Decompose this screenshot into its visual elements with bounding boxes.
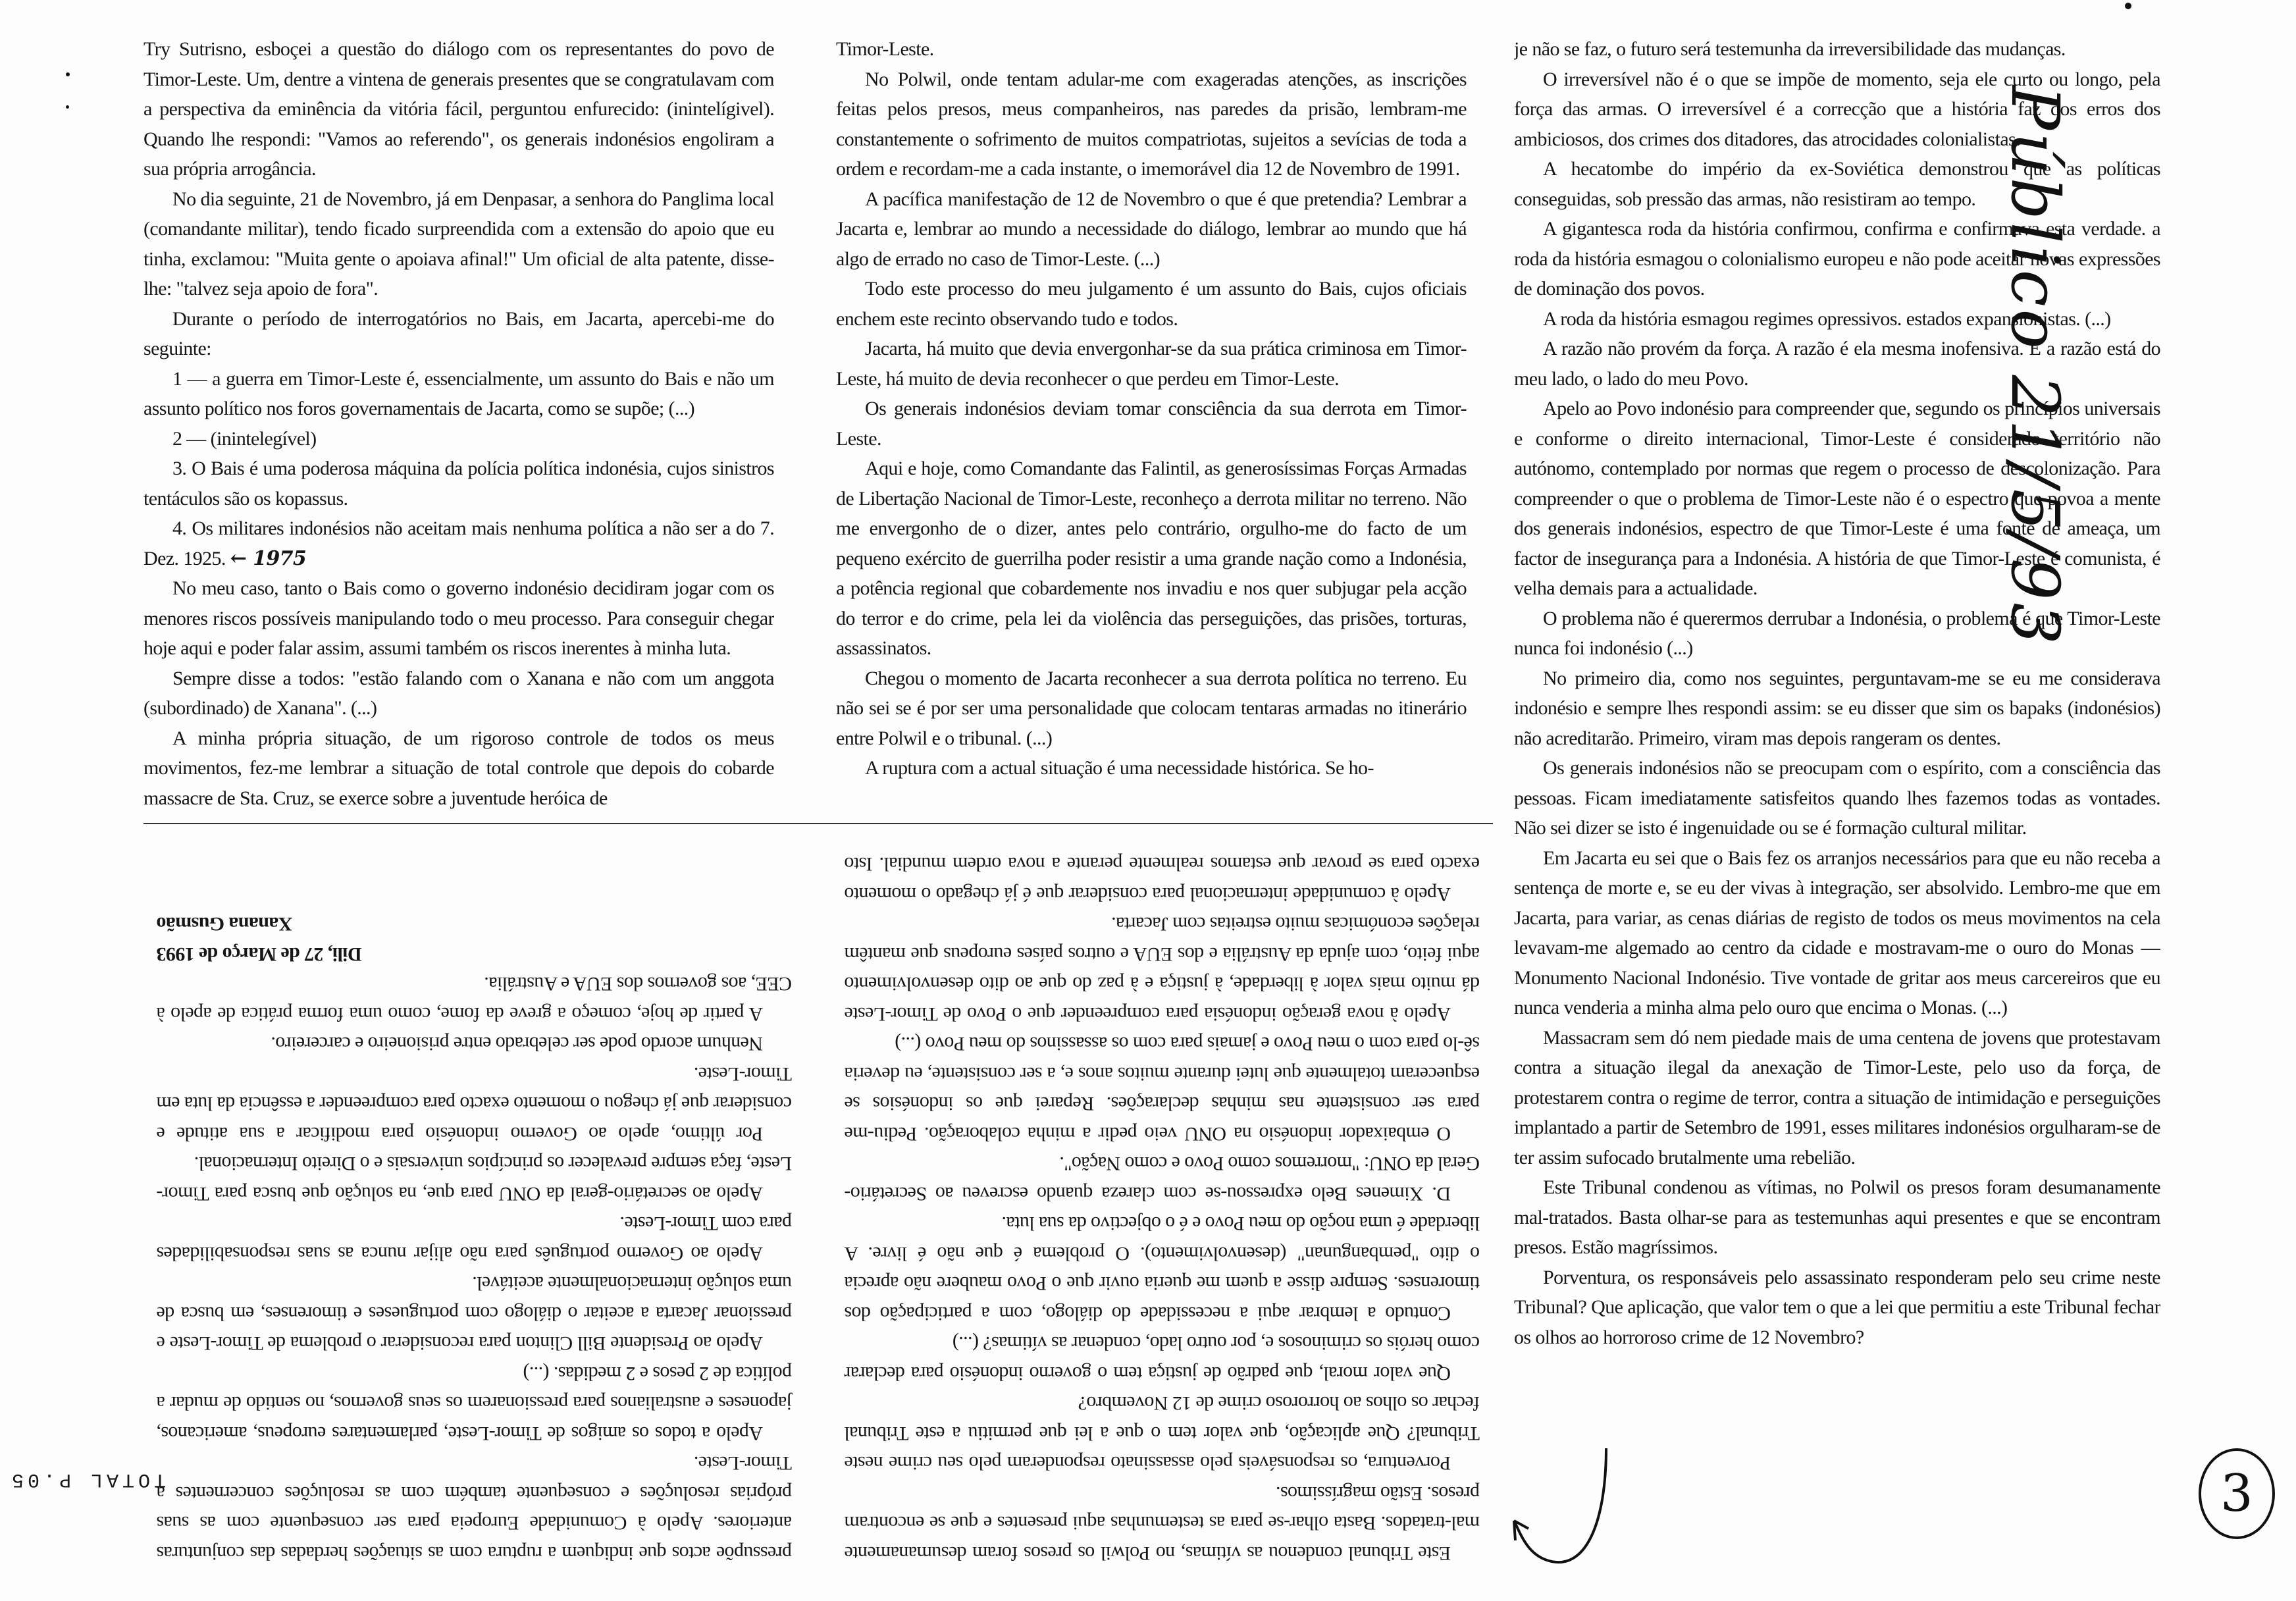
paragraph: Apelo ao secretário-geral da ONU para que, na solução que busca para Timor-Leste, faça sempre prevalecer os princípios universais e o Direito Internacional. (157, 1153, 792, 1205)
circled-page-number: 3 (2199, 1448, 2275, 1539)
paragraph: Este Tribunal condenou as vítimas, no Polwil os presos foram desumanamente mal-tratados. Basta olhar-se para as testemunhas aqui presentes e que se encontram presos. Estão magríssimos. (845, 1483, 1480, 1564)
paragraph: A minha própria situação, de um rigoroso controle de todos os meus movimentos, fez-me lembrar a situação de total controle que depois do cobarde massacre de Sta. Cruz, se exerce sobre a juventude heróica de (144, 727, 774, 809)
paragraph: Jacarta, há muito que devia envergonhar-se da sua prática criminosa em Timor-Leste, há muito de devia reconhecer o que perdeu em Timor-Leste. (836, 338, 1467, 390)
paragraph: No dia seguinte, 21 de Novembro, já em Denpasar, a senhora do Panglima local (comandante militar), tendo ficado surpreendida com a extensão do apoio que eu tinha, exclamou: "Muita gente o apoiava afinal!" Um oficial de alta patente, disse-lhe: "talvez seja apoio de fora". (144, 188, 774, 300)
paragraph: Massacram sem dó nem piedade mais de uma centena de jovens que protestavam contra a situação ilegal da anexação de Timor-Leste, pelo uso da força, de protestarem contra o regime de terror, contra a situação de intimidação e perseguições implantado a partir de Setembro de 1991, esses militares indonésios orgulharam-se de ter assim sufocado brutalmente uma rebelião. (1514, 1026, 2160, 1168)
paragraph-text: 4. Os militares indonésios não aceitam mais nenhuma política a não ser a do 7. Dez. 1925. (144, 517, 774, 569)
scan-speck (66, 72, 70, 76)
paragraph: 3. O Bais é uma poderosa máquina da polícia política indonésia, cujos sinistros tentáculos são os kopassus. (144, 458, 774, 510)
inverted-text-block (144, 831, 1493, 1568)
paragraph: Apelo à nova geração indonésia para compreender que o Povo de Timor-Leste dá muito mais valor à liberdade, à justiça e à paz do que ao dito desenvolvimento aqui feito, com ajuda da Austrália e dos EUA e outros países europeus que mantêm relações económicas muito estreitas com Jacarta. (845, 913, 1480, 1025)
paragraph: Try Sutrisno, esboçei a questão do diálogo com os representantes do povo de Timor-Leste. Um, dentre a vintena de generais presentes que se congratulavam com a perspectiva da eminência da vitória fácil, perguntou enfurecido: (inintelígivel). Quando lhe respondi: "Vamos ao referendo", os generais indonésios engoliram a sua própria arrogância. (144, 38, 774, 180)
paragraph: Apelo ao Povo indonésio para compreender que, segundo os princípios universais e conforme o direito internacional, Timor-Leste é considerado território não autónomo, contemplado por normas que regem o processo de descolonização. Para compreender o que o problema de Timor-Leste não é o espectro que povoa a mente dos generais indonésios, espectro de que Timor-Leste é uma fonte de ameaça, um factor de insegurança para a Indonésia. A história de que Timor-Leste é comunista, é velha demais para a actualidade. (1514, 398, 2160, 599)
paragraph: O problema não é querermos derrubar a Indonésia, o problema é que Timor-Leste nunca foi indonésio (...) (1514, 607, 2160, 659)
paragraph: Este Tribunal condenou as vítimas, no Polwil os presos foram desumanamente mal-tratados. Basta olhar-se para as testemunhas aqui presentes e que se encontram presos. Estão magríssimos. (1514, 1176, 2160, 1258)
paragraph: A pacífica manifestação de 12 de Novembro o que é que pretendia? Lembrar a Jacarta e, lembrar ao mundo a necessidade do diálogo, lembrar ao mundo que há algo de errado no caso de Timor-Leste. (...) (836, 188, 1467, 270)
paragraph: A gigantesca roda da história confirmou, confirma e confirmava esta verdade. a roda da história esmagou o colonialismo europeu e não pode aceitar novas expressões de dominação dos povos. (1514, 218, 2160, 300)
paragraph: No Polwil, onde tentam adular-me com exageradas atenções, as inscrições feitas pelos presos, meus companheiros, nas paredes da prisão, lembram-me constantemente o sofrimento de muitos compatriotas, sujeitos a sevícias de toda a ordem e recordam-me a cada instante, o imemorável dia 12 de Novembro de 1991. (836, 68, 1467, 180)
paragraph: Por último, apelo ao Governo indonésio para modificar a sua atitude e considerar que já chegou o momento exacto para compreender a essência da luta em Timor-Leste. (157, 1063, 792, 1145)
signature-name: Xanana Gusmão (157, 913, 293, 935)
handwritten-year-correction: ← 1975 (230, 546, 307, 570)
handwritten-date-annotation: Público 21/5/93 (1996, 86, 2074, 648)
paragraph: je não se faz, o futuro será testemunha da irreversibilidade das mudanças. (1514, 38, 2066, 60)
paragraph: No primeiro dia, como nos seguintes, perguntavam-me se eu me considerava indonésio e sempre lhes respondi assim: se eu disser que sim os bapaks (indonésios) não acreditarão. Primeiro, viram mas depois rangeram os dentes. (1514, 667, 2160, 749)
paragraph: Em Jacarta eu sei que o Bais fez os arranjos necessários para que eu não receba a sentença de morte e, se eu der vivas à integração, ser absolvido. Lembro-me que em Jacarta, para variar, as cenas diárias de registo de todos os meus movimentos na cela levavam-me algemado ao centro da cidade e mostravam-me o ouro do Monas — Monumento Nacional Indonésio. Tive vontade de gritar aos meus carcereiros que eu nunca venderia a minha alma pelo ouro que encima o Monas. (...) (1514, 847, 2160, 1018)
paragraph: Apelo ao Governo português para não alijar nunca as suas responsabilidades para com Timor-Leste. (157, 1213, 792, 1265)
handwritten-arrow-icon (1507, 1442, 1613, 1593)
paragraph: A hecatombe do império da ex-Soviética demonstrou que as políticas conseguidas, sob pressão das armas, não resistiram ao tempo. (1514, 158, 2160, 210)
paragraph: A roda da história esmagou regimes opressivos. estados expansionistas. (...) (1543, 307, 2111, 330)
paragraph: O irreversível não é o que se impõe de momento, seja ele curto ou longo, pela força das armas. O irreversível é a correcção que a história faz dos erros dos ambiciosos, dos crimes dos ditadores, das atrocidades colonialistas. (1514, 68, 2160, 150)
paragraph: Sempre disse a todos: "estão falando com o Xanana e não com um anggota (subordinado) de Xanana". (...) (144, 667, 774, 719)
paragraph: D. Ximenes Belo expressou-se com clareza quando escreveu ao Secretário-Geral da ONU: "morremos como Povo e como Nação". (845, 1153, 1480, 1205)
paragraph: Todo este processo do meu julgamento é um assunto do Bais, cujos oficiais enchem este recinto observando tudo e todos. (836, 278, 1467, 330)
paragraph: Os generais indonésios deviam tomar consciência da sua derrota em Timor-Leste. (836, 398, 1467, 450)
signature-place-date: Dili, 27 de Março de 1993 (157, 943, 362, 965)
paragraph: Apelo a todos os amigos de Timor-Leste, parlamentares europeus, americanos, japoneses e australianos para pressionarem os seus governos, no sentido de mudar a política de 2 pesos e 2 medidas. (...) (157, 1363, 792, 1444)
paragraph: No meu caso, tanto o Bais como o governo indonésio decidiram jogar com os menores riscos possíveis manipulando todo o meu processo. Para conseguir chegar hoje aqui e poder falar assim, assumi também os riscos inerentes à minha luta. (144, 577, 774, 659)
inverted-text-columns (144, 831, 1493, 1568)
article-column-2 (836, 34, 1467, 810)
paragraph: Chegou o momento de Jacarta reconhecer a sua derrota política no terreno. Eu não sei se é por ser uma personalidade que colocam tentaras armadas no itinerário entre Polwil e o tribunal. (...) (836, 667, 1467, 749)
paragraph: A razão não provém da força. A razão é ela mesma inofensiva. E a razão está do meu lado, o lado do meu Povo. (1514, 338, 2160, 390)
paragraph: Apelo ao Presidente Bill Clinton para reconsiderar o problema de Timor-Leste e pressionar Jacarta a aceitar o diálogo com portugueses e timorenses, em busca de uma solução internacionalmente aceitável. (157, 1273, 792, 1355)
article-column-1 (144, 34, 774, 810)
paragraph: Porventura, os responsáveis pelo assassinato responderam pelo seu crime neste Tribunal? Que aplicação, que valor tem o que a lei que permitiu a este Tribunal fechar os olhos ao horroroso crime de 12 Novembro? (1514, 1266, 2160, 1348)
paragraph: Durante o período de interrogatórios no Bais, em Jacarta, apercebi-me do seguinte: (144, 307, 774, 359)
paragraph-with-correction (144, 513, 774, 573)
paragraph: Porventura, os responsáveis pelo assassinato responderam pelo seu crime neste Tribunal? Que aplicação, que valor tem o que a lei que permitiu a este Tribunal fechar os olhos ao horroroso crime de 12 Novembro? (845, 1392, 1480, 1475)
paragraph: Contudo a lembrar aqui a necessidade do diálogo, com a participação dos timorenses. Sempre disse a quem me queria ouvir que o Povo maubere não aprecia o dito "pembangunan" (desenvolvimento). O problema é que não é livre. A liberdade é uma noção do meu Povo e é o objectivo da sua luta. (845, 1213, 1480, 1325)
paragraph: Que valor moral, que padrão de justiça tem o governo indonésio para declarar como heróis os criminosos e, por outro lado, condenar as vítimas? (...) (845, 1332, 1480, 1384)
paragraph: Timor-Leste. (836, 38, 934, 60)
paragraph: O embaixador indonésio na ONU veio pedir a minha colaboração. Pediu-me para ser consistente nas minhas declarações. Reparei que os indonésios se esqueceram totalmente que lutei durante muitos anos e, a ser consistente, eu deveria sê-lo para com o meu Povo e jamais para com os assassinos do meu Povo (...) (845, 1033, 1480, 1145)
section-divider (144, 823, 1493, 824)
paragraph: A partir de hoje, começo a greve da fome, como uma forma prática de apelo à CEE, aos governos dos EUA e Austrália. (157, 973, 792, 1025)
fax-page-footer: TOTAL P.05 (8, 1468, 167, 1490)
scan-speck (2125, 3, 2131, 9)
scan-speck (66, 105, 69, 109)
paragraph: 2 — (inintelegível) (172, 427, 317, 450)
paragraph: Os generais indonésios não se preocupam com o espírito, com a consciência das pessoas. Ficam imediatamente satisfeitos quando lhes fazemos todas as vontades. Não sei dizer se isto é ingenuidade ou se é formação cultural militar. (1514, 757, 2160, 839)
paragraph: Aqui e hoje, como Comandante das Falintil, as generosíssimas Forças Armadas de Libertação Nacional de Timor-Leste, reconheço a derrota militar no terreno. Não me envergonho de o dizer, antes pelo contrário, orgulho-me do facto de um pequeno exército de guerrilha poder resistir a uma grande nação como a Indonésia, a potência regional que cobardemente nos invadiu e nos quer subjugar pela acção do terror e do crime, pela lei da violência das perseguições, das prisões, torturas, assassinatos. (836, 458, 1467, 659)
paragraph: Apelo à comunidade internacional para considerar que é já chegado o momento exacto para se provar que estamos realmente perante a nova ordem mundial. Isto pressupõe actos que indiquem a ruptura com as situações herdadas das conjunturas anteriores. Apelo à Comunidade Europeia para ser consequente com as suas próprias resoluções e consequente também com as resoluções concernentes a Timor-Leste. (157, 853, 1480, 1564)
paragraph: A ruptura com a actual situação é uma necessidade histórica. Se ho- (865, 757, 1374, 779)
paragraph: Nenhum acordo pode ser celebrado entre prisioneiro e carcereiro. (271, 1033, 763, 1055)
paragraph: 1 — a guerra em Timor-Leste é, essencialmente, um assunto do Bais e não um assunto político nos foros governamentais de Jacarta, como se supõe; (...) (144, 367, 774, 419)
